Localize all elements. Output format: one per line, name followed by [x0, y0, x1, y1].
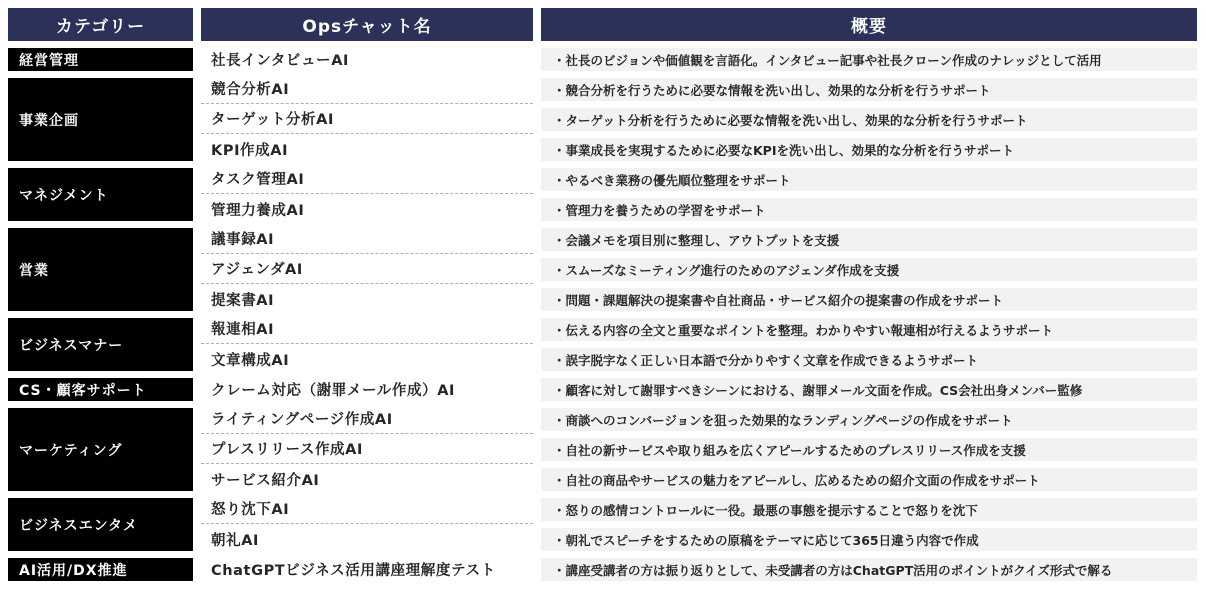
chat-name-cell: 朝礼AI — [211, 532, 260, 549]
summary-cell: ・やるべき業務の優先順位整理をサポート — [541, 168, 1197, 191]
chat-name-cell: サービス紹介AI — [211, 472, 320, 489]
summary-cell: ・管理力を養うための学習をサポート — [541, 198, 1197, 221]
chat-name-cell: ChatGPTビジネス活用講座理解度テスト — [211, 562, 496, 579]
category-cell: マネジメント — [8, 168, 193, 221]
chat-name-cell: ターゲット分析AI — [201, 104, 533, 134]
chat-name-cell: アジェンダAI — [201, 254, 533, 284]
chat-name-cell: 文章構成AI — [211, 352, 290, 369]
summary-cell: ・怒りの感情コントロールに一役。最悪の事態を提示することで怒りを沈下 — [541, 498, 1197, 521]
category-cell: 営業 — [8, 228, 193, 311]
chat-name-cell: KPI作成AI — [211, 142, 289, 159]
chat-name-cell: プレスリリース作成AI — [201, 434, 533, 464]
chat-name-cell: 管理力養成AI — [211, 202, 305, 219]
summary-cell: ・朝礼でスピーチをするための原稿をテーマに応じて365日違う内容で作成 — [541, 528, 1197, 551]
summary-cell: ・社長のビジョンや価値観を言語化。インタビュー記事や社長クローン作成のナレッジとして活用 — [541, 48, 1197, 71]
summary-cell: ・自社の新サービスや取り組みを広くアピールするためのプレスリリース作成を支援 — [541, 438, 1197, 461]
chat-name-cell: 提案書AI — [211, 292, 275, 309]
summary-cell: ・スムーズなミーティング進行のためのアジェンダ作成を支援 — [541, 258, 1197, 281]
summary-cell: ・顧客に対して謝罪すべきシーンにおける、謝罪メール文面を作成。CS会社出身メンバー監修 — [541, 378, 1197, 401]
chat-name-cell: タスク管理AI — [201, 164, 533, 194]
chat-name-cell: 議事録AI — [201, 224, 533, 254]
header-category: カテゴリー — [8, 8, 193, 41]
summary-cell: ・会議メモを項目別に整理し、アウトプットを支援 — [541, 228, 1197, 251]
summary-cell: ・競合分析を行うために必要な情報を洗い出し、効果的な分析を行うサポート — [541, 78, 1197, 101]
summary-cell: ・伝える内容の全文と重要なポイントを整理。わかりやすい報連相が行えるようサポート — [541, 318, 1197, 341]
category-cell: マーケティング — [8, 408, 193, 491]
summary-cell: ・商談へのコンバージョンを狙った効果的なランディングページの作成をサポート — [541, 408, 1197, 431]
summary-cell: ・ターゲット分析を行うために必要な情報を洗い出し、効果的な分析を行うサポート — [541, 108, 1197, 131]
header-summary: 概要 — [541, 8, 1197, 41]
header-chat-name: Opsチャット名 — [201, 8, 533, 41]
chat-name-cell: ライティングページ作成AI — [201, 404, 533, 434]
summary-cell: ・事業成長を実現するために必要なKPIを洗い出し、効果的な分析を行うサポート — [541, 138, 1197, 161]
summary-cell: ・講座受講者の方は振り返りとして、未受講者の方はChatGPT活用のポイントがクイズ形式で解る — [541, 558, 1197, 581]
category-cell: AI活用/DX推進 — [8, 558, 193, 581]
category-cell: CS・顧客サポート — [8, 378, 193, 401]
summary-cell: ・問題・課題解決の提案書や自社商品・サービス紹介の提案書の作成をサポート — [541, 288, 1197, 311]
chat-name-cell: 社長インタビューAI — [211, 52, 350, 69]
chat-name-cell: クレーム対応（謝罪メール作成）AI — [211, 382, 456, 399]
category-cell: 経営管理 — [8, 48, 193, 71]
category-cell: ビジネスマナー — [8, 318, 193, 371]
category-cell: ビジネスエンタメ — [8, 498, 193, 551]
category-cell: 事業企画 — [8, 78, 193, 161]
chat-name-cell: 怒り沈下AI — [201, 494, 533, 524]
summary-cell: ・自社の商品やサービスの魅力をアピールし、広めるための紹介文面の作成をサポート — [541, 468, 1197, 491]
chat-name-cell: 報連相AI — [201, 314, 533, 344]
summary-cell: ・誤字脱字なく正しい日本語で分かりやすく文章を作成できるようサポート — [541, 348, 1197, 371]
chat-name-cell: 競合分析AI — [201, 74, 533, 104]
